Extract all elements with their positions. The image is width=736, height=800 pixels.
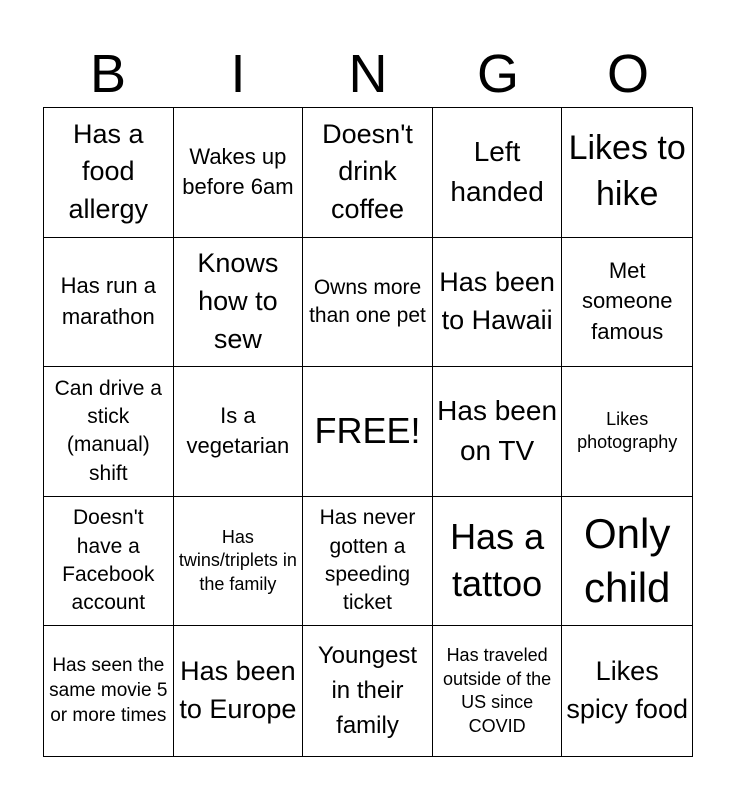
bingo-cell[interactable] (174, 238, 304, 368)
bingo-cell[interactable] (303, 626, 433, 756)
bingo-cell[interactable] (44, 626, 174, 756)
header-letter-g: G (476, 44, 519, 104)
bingo-cell[interactable] (44, 108, 174, 238)
cell-text: Can drive a stick (manual) shift (54, 376, 162, 485)
bingo-header (43, 42, 693, 106)
cell-text: Doesn't have a Facebook account (62, 506, 155, 615)
header-letter-o: O (606, 44, 649, 104)
cell-text: Wakes up before 6am (182, 143, 294, 200)
cell-text: Is a vegetarian (186, 402, 290, 459)
cell-text: Left handed (450, 135, 544, 208)
bingo-cell[interactable] (174, 497, 304, 627)
bingo-cell[interactable] (44, 238, 174, 368)
bingo-cell[interactable] (303, 108, 433, 238)
bingo-cell[interactable] (562, 497, 692, 627)
bingo-cell[interactable] (174, 367, 304, 497)
cell-text: Has twins/triplets in the family (178, 527, 297, 594)
cell-text: Doesn't drink coffee (322, 118, 413, 225)
cell-text: Has a tattoo (450, 516, 545, 605)
bingo-cell[interactable] (433, 626, 563, 756)
bingo-cell[interactable] (174, 108, 304, 238)
cell-text: Likes to hike (568, 129, 686, 214)
cell-text: Only child (584, 509, 671, 612)
bingo-cell[interactable] (433, 497, 563, 627)
cell-text: Has been to Europe (179, 656, 297, 725)
bingo-cell[interactable] (562, 108, 692, 238)
bingo-cell[interactable] (44, 367, 174, 497)
cell-text: Youngest in their family (317, 642, 418, 739)
bingo-cell[interactable] (303, 497, 433, 627)
cell-text: Has seen the same movie 5 or more times (49, 655, 168, 726)
cell-text: Has been on TV (437, 394, 558, 467)
bingo-cell[interactable] (433, 367, 563, 497)
header-letter-n: N (348, 44, 388, 104)
cell-text: Has been to Hawaii (439, 267, 555, 335)
bingo-cell[interactable] (174, 626, 304, 756)
cell-text: Has a food allergy (68, 118, 149, 225)
free-space-label: FREE! (314, 410, 421, 452)
cell-text: Met someone famous (581, 257, 673, 345)
cell-text: Has never gotten a speeding ticket (319, 506, 416, 615)
free-space[interactable] (303, 367, 433, 497)
cell-text: Owns more than one pet (309, 275, 426, 327)
bingo-cell[interactable] (562, 238, 692, 368)
header-letter-i: I (230, 44, 246, 104)
cell-text: Likes spicy food (566, 656, 688, 725)
bingo-cell[interactable] (562, 626, 692, 756)
cell-text: Knows how to sew (197, 248, 279, 354)
bingo-cell[interactable] (44, 497, 174, 627)
bingo-card (43, 107, 693, 757)
header-letter-b: B (89, 44, 127, 104)
bingo-cell[interactable] (562, 367, 692, 497)
cell-text: Likes photography (577, 409, 678, 453)
cell-text: Has traveled outside of the US since COVID (443, 645, 552, 736)
cell-text: Has run a marathon (60, 273, 156, 329)
bingo-cell[interactable] (433, 238, 563, 368)
bingo-cell[interactable] (303, 238, 433, 368)
bingo-cell[interactable] (433, 108, 563, 238)
